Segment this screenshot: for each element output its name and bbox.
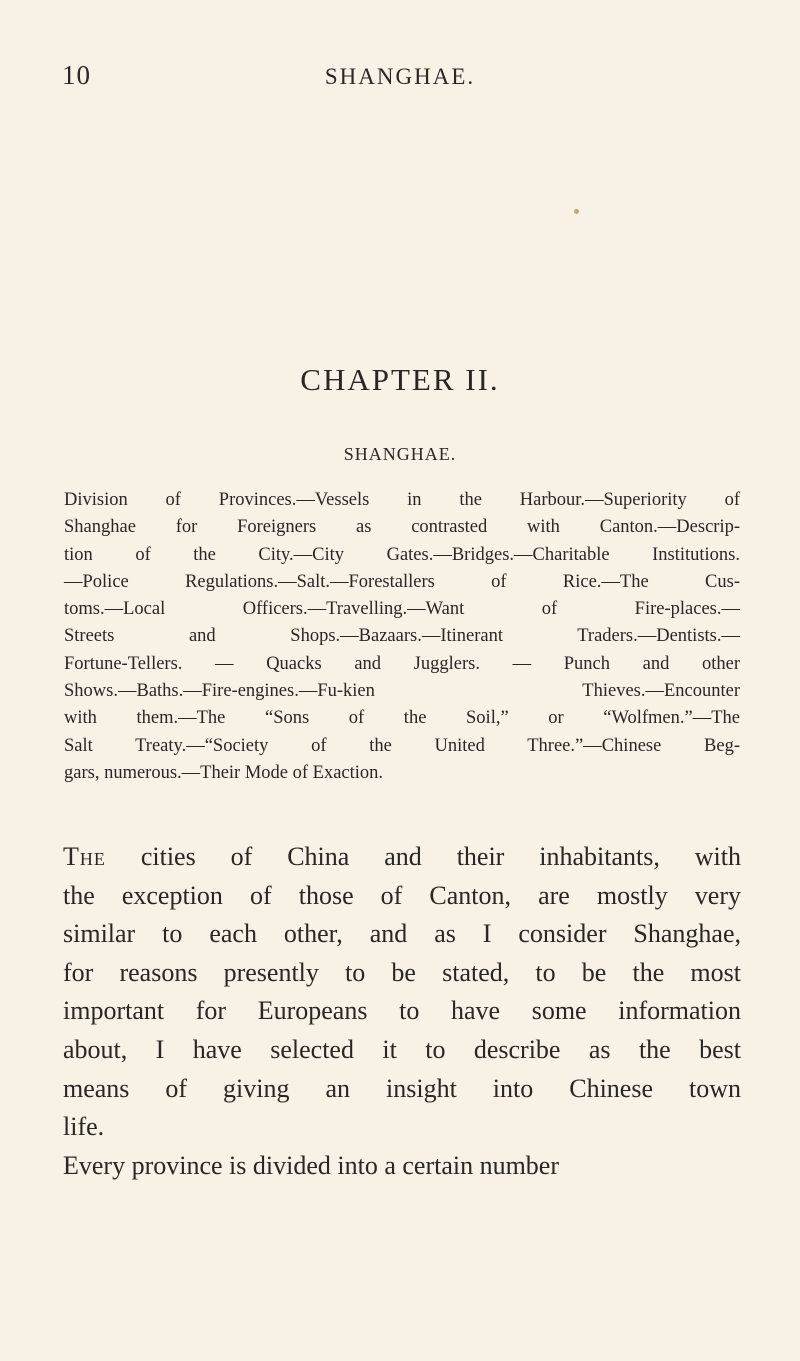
first-line-rest: cities of China and their inhabitants, with: [140, 842, 742, 871]
paragraph-start-line: Every province is divided into a certain number: [63, 1150, 560, 1180]
summary-line: gars, numerous.—Their Mode of Exaction.: [64, 762, 384, 783]
chapter-summary: [64, 487, 740, 787]
body-line: similar to each other, and as I consider Shanghae,: [63, 919, 741, 949]
running-head: [0, 60, 800, 100]
chapter-heading: CHAPTER II.: [300, 362, 500, 397]
summary-line: toms.—Local Officers.—Travelling.—Want of Fire-places.—: [64, 599, 740, 620]
summary-line: Salt Treaty.—“Society of the United Three.”—Chinese Beg-: [64, 735, 740, 756]
summary-line: Streets and Shops.—Bazaars.—Itinerant Traders.—Dentists.—: [64, 626, 740, 647]
body-text: [63, 838, 741, 1185]
summary-line: —Police Regulations.—Salt.—Forestallers of Rice.—The Cus-: [64, 571, 740, 592]
summary-line: Shows.—Baths.—Fire-engines.—Fu-kien Thieves.—Encounter: [64, 681, 740, 702]
summary-line: Division of Provinces.—Vessels in the Harbour.—Superiority of: [64, 490, 740, 510]
body-line: for reasons presently to be stated, to be the most: [63, 957, 741, 987]
opening-small-caps: The: [63, 842, 106, 871]
summary-line: with them.—The “Sons of the Soil,” or “Wolfmen.”—The: [64, 708, 740, 729]
body-line: about, I have selected it to describe as the best: [63, 1034, 741, 1064]
summary-line: tion of the City.—City Gates.—Bridges.—Charitable Institutions.: [64, 544, 740, 565]
printer-mark-dot: [574, 209, 579, 214]
chapter-subtitle: SHANGHAE.: [343, 444, 457, 464]
body-line: the exception of those of Canton, are mostly very: [63, 880, 741, 910]
body-line: means of giving an insight into Chinese town: [63, 1073, 741, 1103]
body-line: important for Europeans to have some information: [63, 996, 741, 1026]
summary-line: Fortune-Tellers. — Quacks and Jugglers. — Punch and other: [64, 653, 740, 674]
page-number: 10: [62, 60, 91, 90]
body-line: life.: [63, 1112, 105, 1142]
body-line-first: [63, 838, 741, 877]
summary-line: Shanghae for Foreigners as contrasted with Canton.—Descrip-: [64, 517, 740, 538]
running-title: SHANGHAE.: [324, 64, 476, 89]
